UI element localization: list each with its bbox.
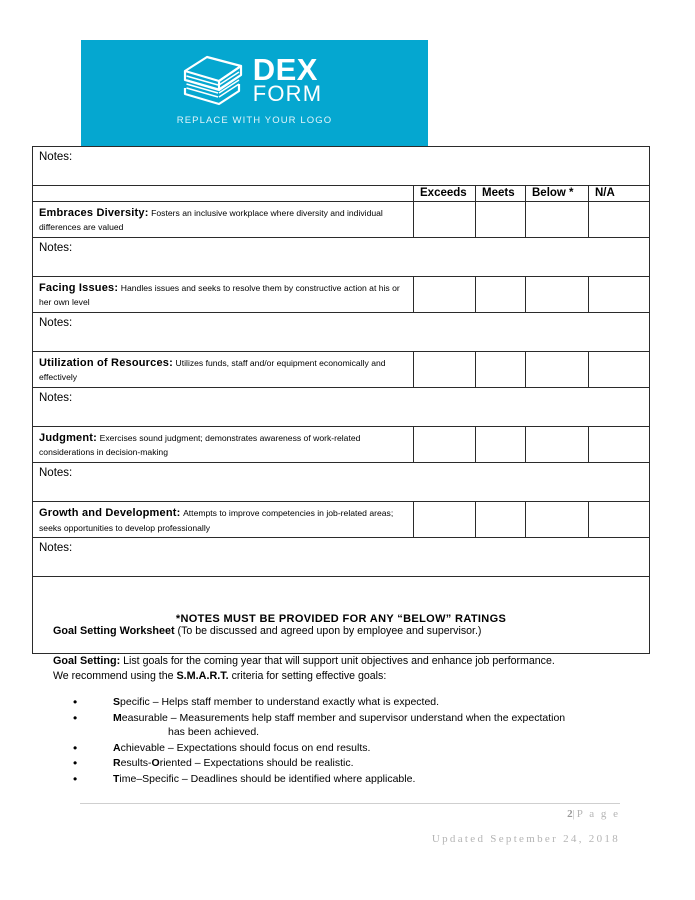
smart-text: chievable – Expectations should focus on end results.: [120, 741, 371, 754]
notes-cell[interactable]: [33, 313, 650, 352]
rating-box-below[interactable]: [526, 277, 589, 313]
goal-worksheet-title: Goal Setting Worksheet: [53, 625, 175, 637]
notes-label: Notes:: [39, 151, 73, 163]
column-header-na: N/A: [589, 186, 650, 202]
logo-text-form: FORM: [252, 81, 323, 107]
logo-text-dex: DEX: [252, 51, 318, 87]
criterion-title: Growth and Development:: [39, 507, 181, 520]
logo-tagline: REPLACE WITH YOUR LOGO: [176, 115, 333, 126]
criterion-title: Facing Issues:: [39, 282, 119, 295]
below-ratings-warning: *NOTES MUST BE PROVIDED FOR ANY “BELOW” RATINGS: [175, 613, 507, 626]
rating-box-exceeds[interactable]: [414, 502, 476, 538]
table-row: [33, 277, 650, 313]
rating-header-spacer: [33, 186, 414, 202]
rating-box-below[interactable]: [526, 352, 589, 388]
bullet-icon: •: [73, 740, 78, 755]
list-item: [53, 742, 653, 756]
smart-initial: M: [113, 711, 122, 724]
notes-cell[interactable]: [33, 147, 650, 186]
bullet-icon: •: [73, 772, 78, 787]
smart-text-continuation: has been achieved.: [168, 725, 260, 738]
rating-header-row: [33, 186, 650, 202]
logo-banner: [81, 40, 428, 147]
notes-cell[interactable]: [33, 388, 650, 427]
rating-box-meets[interactable]: [476, 352, 526, 388]
goal-setting-section: [53, 624, 653, 789]
list-item: [53, 773, 653, 787]
column-header-meets: Meets: [476, 186, 526, 202]
table-row: [33, 538, 650, 577]
goal-setting-title: Goal Setting:: [53, 654, 121, 667]
goal-setting-intro: [53, 654, 653, 685]
rating-box-exceeds[interactable]: [414, 202, 476, 238]
rating-box-exceeds[interactable]: [414, 277, 476, 313]
smart-acronym: S.M.A.R.T.: [176, 670, 229, 683]
page-word: P a g e: [576, 808, 620, 820]
smart-text: pecific – Helps staff member to understand exactly what is expected.: [120, 695, 440, 708]
criterion-title: Embraces Diversity:: [39, 207, 149, 220]
smart-text-secondary: riented – Expectations should be realistic.: [159, 757, 354, 770]
page-number: 2: [567, 808, 573, 820]
bullet-icon: •: [73, 756, 78, 771]
rating-box-below[interactable]: [526, 202, 589, 238]
table-row: [33, 313, 650, 352]
goal-worksheet-heading: [53, 624, 653, 640]
goal-setting-line2-post: criteria for setting effective goals:: [231, 670, 387, 683]
page-number-footer: [567, 808, 620, 820]
list-item: [53, 696, 653, 710]
table-row: [33, 238, 650, 277]
criterion-cell-facing-issues: [33, 277, 414, 313]
criterion-cell-embraces-diversity: [33, 202, 414, 238]
smart-text: ime–Specific – Deadlines should be identified where applicable.: [119, 773, 416, 786]
book-stack-icon: [181, 54, 247, 106]
table-row: [33, 388, 650, 427]
list-item: [53, 712, 653, 740]
rating-box-meets[interactable]: [476, 502, 526, 538]
rating-box-na[interactable]: [589, 277, 650, 313]
evaluation-table: [32, 146, 650, 654]
criterion-title: Judgment:: [39, 432, 98, 445]
notes-label: Notes:: [39, 467, 73, 480]
footer-divider: [80, 803, 620, 804]
table-row: [33, 463, 650, 502]
smart-initial: S: [113, 695, 121, 708]
criterion-description: Utilizes funds, staff and/or equipment economically and effectively: [39, 358, 386, 383]
table-row: [33, 352, 650, 388]
rating-box-na[interactable]: [589, 352, 650, 388]
bullet-icon: •: [73, 710, 78, 725]
bullet-icon: •: [73, 694, 78, 709]
logo-lockup: [181, 51, 323, 107]
rating-box-na[interactable]: [589, 502, 650, 538]
criterion-description: Handles issues and seeks to resolve them by constructive action at his or her own level: [39, 283, 400, 308]
notes-cell[interactable]: [33, 238, 650, 277]
table-row: [33, 202, 650, 238]
rating-box-meets[interactable]: [476, 277, 526, 313]
rating-box-meets[interactable]: [476, 202, 526, 238]
notes-label: Notes:: [39, 317, 73, 330]
smart-text: esults-: [120, 757, 152, 770]
criterion-cell-growth-and-development: [33, 502, 414, 538]
criterion-cell-utilization-of-resources: [33, 352, 414, 388]
list-item: [53, 757, 653, 771]
smart-initial: A: [113, 741, 121, 754]
updated-date: Updated September 24, 2018: [431, 833, 620, 845]
rating-box-below[interactable]: [526, 502, 589, 538]
goal-setting-line2-pre: We recommend using the: [53, 670, 174, 683]
notes-label: Notes:: [39, 542, 73, 555]
notes-cell[interactable]: [33, 463, 650, 502]
table-row: [33, 427, 650, 463]
criterion-description: Attempts to improve competencies in job-related areas; seeks opportunities to develop professionally: [39, 508, 394, 533]
rating-box-na[interactable]: [589, 202, 650, 238]
smart-initial: R: [113, 757, 121, 770]
criterion-title: Utilization of Resources:: [39, 357, 173, 370]
page-separator: |: [572, 808, 577, 820]
rating-box-exceeds[interactable]: [414, 427, 476, 463]
logo-wordmark: [252, 51, 323, 107]
smart-criteria-list: [53, 696, 653, 787]
goal-worksheet-subtitle: (To be discussed and agreed upon by employee and supervisor.): [177, 625, 482, 637]
criterion-cell-judgment: [33, 427, 414, 463]
criterion-description: Fosters an inclusive workplace where diversity and individual differences are valued: [39, 208, 383, 233]
smart-initial: T: [113, 773, 120, 786]
goal-setting-line1: List goals for the coming year that will support unit objectives and enhance job performance.: [123, 654, 555, 667]
criterion-description: Exercises sound judgment; demonstrates awareness of work-related considerations in decision-making: [39, 433, 361, 458]
column-header-exceeds: Exceeds: [414, 186, 476, 202]
smart-text: easurable – Measurements help staff member and supervisor understand when the expectation: [121, 711, 566, 724]
rating-box-exceeds[interactable]: [414, 352, 476, 388]
table-row: [33, 502, 650, 538]
rating-box-meets[interactable]: [476, 427, 526, 463]
column-header-below: Below *: [526, 186, 589, 202]
rating-box-below[interactable]: [526, 427, 589, 463]
smart-initial-secondary: O: [151, 757, 160, 770]
notes-cell[interactable]: [33, 538, 650, 577]
rating-box-na[interactable]: [589, 427, 650, 463]
table-row: [33, 147, 650, 186]
notes-label: Notes:: [39, 392, 73, 405]
notes-label: Notes:: [39, 242, 73, 255]
